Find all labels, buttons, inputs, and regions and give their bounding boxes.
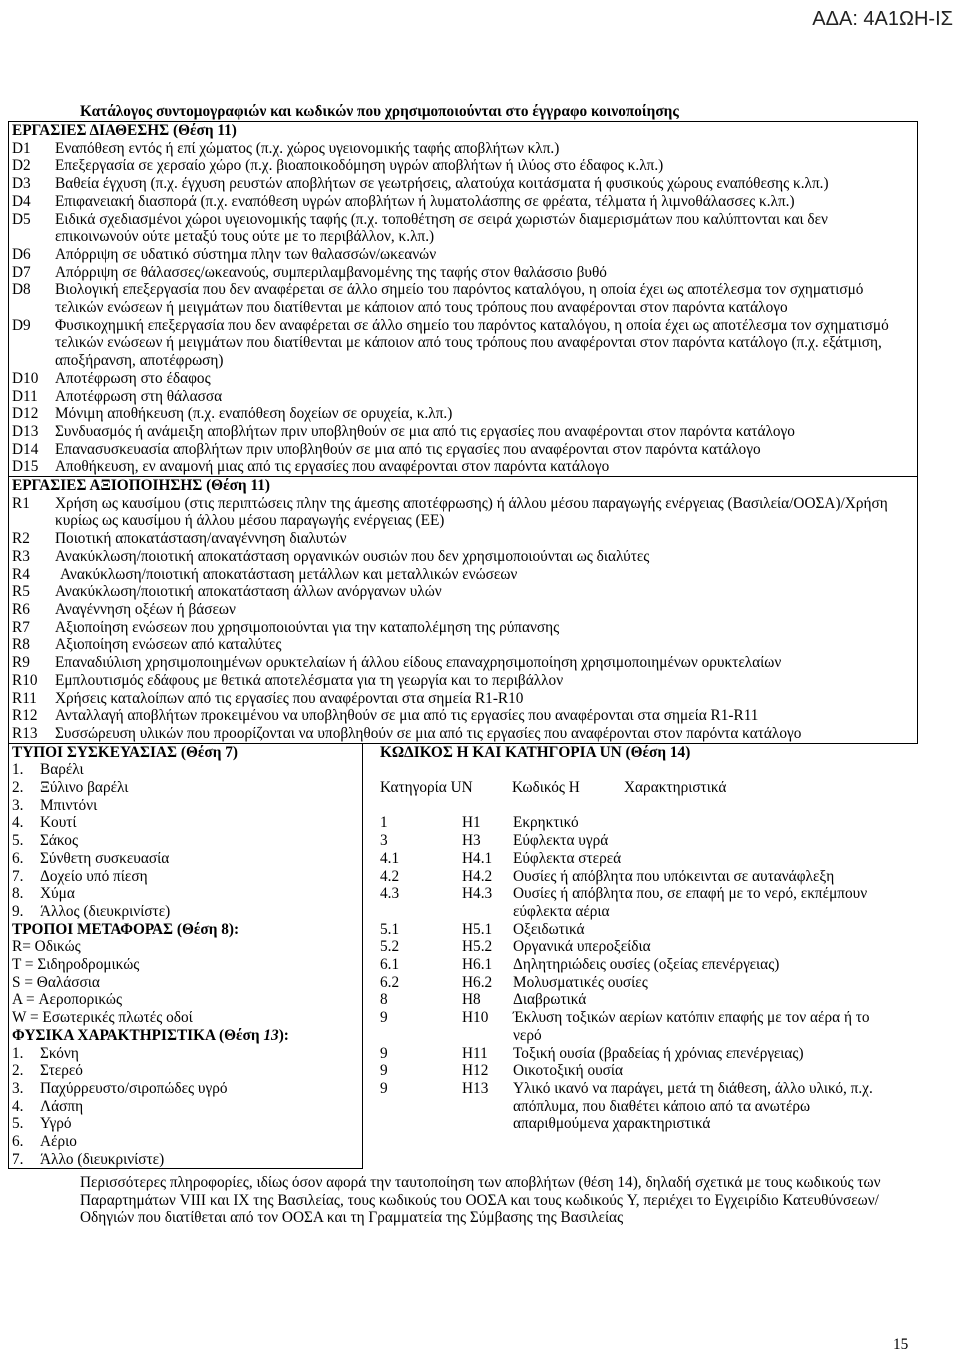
characteristics-cell: Μολυσματικές ουσίες [513,973,648,991]
operation-description: Ειδικά σχεδιασμένοι χώροι υγειονομικής ταφής (π.χ. τοποθέτηση σε σειρά χωριστών διαμερισμάτων που καλύπτονται και δεν επικοινωνούν ούτε μεταξύ τους ούτε με το περιβάλλον, κ.λπ.) [55,210,828,246]
operation-description: Βιολογική επεξεργασία που δεν αναφέρεται σε άλλο σημείο του παρόντος καταλόγου, η οποία έχει ως αποτέλεσμα τον σχηματισμό τελικών ενώσεων ή μειγμάτων που διατίθενται με κάποιον από τους τρόπους που αναφέρονται στον παρόντα κατάλογο [55,281,864,317]
un-category-cell: 9 [380,1062,388,1080]
un-heading: ΚΩΔΙΚΟΣ Η ΚΑΙ ΚΑΤΗΓΟΡΙΑ UN (Θέση 14) [380,743,691,761]
physical-heading-text: ΦΥΣΙΚΑ ΧΑΡΑΚΤΗΡΙΣΤΙΚΑ (Θέση [12,1026,264,1044]
characteristics-cell: Τοξική ουσία (βραδείας ή χρόνιας επενέργειας) [513,1044,804,1062]
h-code-cell: H4.1 [462,849,493,867]
column-header-code: Κωδικός Η [512,779,580,796]
un-category-cell: 6.2 [380,973,400,991]
recovery-row [9,690,917,708]
disposal-row [9,388,917,406]
item-label: Κουτί [40,814,77,832]
table-row [380,921,918,939]
transport-item: W = Εσωτερικές πλωτές οδοί [12,1009,193,1027]
item-number: 5. [12,832,24,850]
characteristics-cell: Οξειδωτικά [513,920,585,938]
un-section [363,744,918,1170]
operation-code: D15 [12,458,39,476]
disposal-heading: ΕΡΓΑΣΙΕΣ ΔΙΑΘΕΣΗΣ (Θέση 11) [12,122,237,139]
recovery-list [9,495,917,743]
operation-description: Ποιοτική αποκατάσταση/αναγέννηση διαλυτών [55,530,347,548]
un-category-cell: 9 [380,1009,388,1027]
h-code-cell: H1 [462,814,481,832]
item-label: Σύνθετη συσκευασία [40,849,170,867]
item-label: Ξύλινο βαρέλι [40,779,129,797]
characteristics-cell: Εκρηκτικό [513,814,579,832]
operation-code: D6 [12,245,31,263]
disposal-row [9,264,917,282]
un-category-cell: 1 [380,814,388,832]
disposal-row [9,140,917,158]
disposal-row [9,405,917,423]
characteristics-cell: Οργανικά υπεροξείδια [513,938,651,956]
table-row [380,956,918,974]
item-label: Αέριο [40,1133,77,1151]
transport-list [9,938,362,1027]
operation-description: Ανταλλαγή αποβλήτων προκειμένου να υποβληθούν σε μια από τις εργασίες που αναφέρονται στα σημεία R1-R11 [55,707,759,725]
item-label: Μπιντόνι [40,796,98,814]
operation-code: D7 [12,263,31,281]
item-label: Χύμα [40,885,75,903]
table-row [380,850,918,868]
item-label: Υγρό [40,1115,72,1133]
operation-description: Επαναδιύλιση χρησιμοποιημένων ορυκτελαίων ή άλλου είδους επαναχρησιμοποίηση χρησιμοποιημένων ορυκτελαίων [55,654,782,672]
recovery-row [9,725,917,743]
operation-code: D14 [12,440,39,458]
un-category-cell: 3 [380,832,388,850]
list-item [9,1151,362,1169]
operation-code: D5 [12,210,31,228]
item-number: 6. [12,1133,24,1151]
item-number: 9. [12,902,24,920]
operation-code: D8 [12,281,31,299]
item-number: 8. [12,885,24,903]
table-row [380,868,918,886]
operation-code: D1 [12,139,31,157]
item-number: 7. [12,867,24,885]
item-number: 4. [12,814,24,832]
transport-item: R= Οδικώς [12,938,81,956]
transport-item: T = Σιδηροδρομικώς [12,956,140,974]
operation-code: R4 [12,565,30,583]
un-category-cell: 5.1 [380,920,400,938]
recovery-row [9,566,917,584]
operation-description: Αποτέφρωση στο έδαφος [55,369,211,387]
list-item [9,797,362,815]
h-code-cell: H6.2 [462,973,493,991]
operation-description: Επεξεργασία σε χερσαίο χώρο (π.χ. βιοαποικοδόμηση υγρών αποβλήτων ή ιλύος στο έδαφος κ.λπ.) [55,157,664,175]
characteristics-cell: Διαβρωτικά [513,991,587,1009]
disposal-section [8,121,918,476]
operation-description: Επιφανειακή διασπορά (π.χ. εναπόθεση υγρών αποβλήτων ή λυματολάσπης σε φρέατα, τέλματα ή λιμνοθάλασσες κ.λπ.) [55,192,795,210]
lower-left-box [8,744,363,1170]
list-item [9,850,362,868]
disposal-row [9,175,917,193]
operation-code: R11 [12,689,37,707]
h-code-cell: H5.2 [462,938,493,956]
un-category-cell: 4.3 [380,885,400,903]
list-item [9,779,362,797]
operation-code: D10 [12,369,39,387]
h-code-cell: H10 [462,1009,489,1027]
physical-heading-suffix: ): [278,1026,289,1044]
list-item [9,1115,362,1133]
list-item [9,903,362,921]
characteristics-cell: Έκλυση τοξικών αερίων κατόπιν επαφής με τον αέρα ή το νερό [513,1009,870,1044]
operation-description: Ανακύκλωση/ποιοτική αποκατάσταση άλλων ανόργανων υλών [55,583,442,601]
item-label: Άλλο (διευκρινίστε) [40,1150,165,1168]
operation-description: Εναπόθεση εντός ή επί χώματος (π.χ. χώρος υγειονομικής ταφής αποβλήτων κλπ.) [55,139,560,157]
document-id: ΑΔΑ: 4Α1ΩΗ-ΙΣ [812,8,953,30]
disposal-row [9,317,917,370]
operation-code: D3 [12,175,31,193]
disposal-row [9,441,917,459]
item-number: 2. [12,779,24,797]
operation-description: Συνδυασμός ή ανάμειξη αποβλήτων πριν υποβληθούν σε μια από τις εργασίες που αναφέρονται στον παρόντα κατάλογο [55,422,795,440]
characteristics-cell: Εύφλεκτα στερεά [513,849,622,867]
operation-code: R2 [12,530,30,548]
physical-list [9,1045,362,1169]
item-label: Δοχείο υπό πίεση [40,867,148,885]
operation-description: Συσσώρευση υλικών που προορίζονται να υποβληθούν σε μια από τις εργασίες που αναφέρονται στον παρόντα κατάλογο [55,724,802,742]
transport-item: S = Θαλάσσια [12,973,100,991]
disposal-list [9,140,917,476]
un-table-header [380,779,918,797]
column-header-category: Κατηγορία UN [380,779,473,796]
recovery-row [9,495,917,530]
operation-code: D9 [12,316,31,334]
disposal-row [9,458,917,476]
table-row [380,1045,918,1063]
disposal-row [9,193,917,211]
un-category-cell: 8 [380,991,388,1009]
characteristics-cell: Ουσίες ή απόβλητα που υπόκεινται σε αυτανάφλεξη [513,867,835,885]
operation-description: Αποθήκευση, εν αναμονή μιας από τις εργασίες που αναφέρονται στον παρόντα κατάλογο [55,458,610,476]
item-number: 4. [12,1097,24,1115]
item-label: Σκόνη [40,1044,79,1062]
page-number: 15 [893,1336,909,1353]
table-row [380,814,918,832]
list-item [9,1062,362,1080]
physical-heading [9,1027,362,1045]
operation-code: D12 [12,405,39,423]
un-category-cell: 5.2 [380,938,400,956]
transport-item: A = Αεροπορικώς [12,991,123,1009]
h-code-cell: H8 [462,991,481,1009]
list-item [9,868,362,886]
h-code-cell: H12 [462,1062,489,1080]
disposal-row [9,423,917,441]
item-label: Βαρέλι [40,761,84,779]
physical-heading-number: 13 [263,1026,279,1044]
disposal-row [9,157,917,175]
item-number: 1. [12,1044,24,1062]
disposal-row [9,211,917,246]
item-number: 2. [12,1062,24,1080]
operation-code: R3 [12,547,30,565]
operation-code: R9 [12,654,30,672]
operation-description: Επανασυσκευασία αποβλήτων πριν υποβληθούν σε μια από τις εργασίες που αναφέρονται στον παρόντα κατάλογο [55,440,761,458]
operation-code: R6 [12,600,30,618]
list-item [9,761,362,779]
recovery-row [9,707,917,725]
table-row [380,1062,918,1080]
item-number: 5. [12,1115,24,1133]
operation-description: Αναγέννηση οξέων ή βάσεων [55,600,236,618]
recovery-section [8,476,918,743]
recovery-row [9,672,917,690]
recovery-heading: ΕΡΓΑΣΙΕΣ ΑΞΙΟΠΟΙΗΣΗΣ (Θέση 11) [12,477,270,495]
column-header-characteristics: Χαρακτηριστικά [624,779,727,796]
operation-description: Αξιοποίηση ενώσεων από καταλύτες [55,636,282,654]
h-code-cell: H11 [462,1044,488,1062]
h-code-cell: H4.2 [462,867,493,885]
operation-code: R7 [12,618,30,636]
item-label: Στερεό [40,1062,83,1080]
operation-description: Ανακύκλωση/ποιοτική αποκατάσταση οργανικών ουσιών που δεν χρησιμοποιούνται ως διαλύτες [55,547,650,565]
h-code-cell: H13 [462,1079,489,1097]
recovery-row [9,619,917,637]
table-row [380,1080,918,1133]
footnote-paragraph: Περισσότερες πληροφορίες, ιδίως όσον αφορά την ταυτοποίηση των αποβλήτων (θέση 14), δηλαδή σχετικά με τους κωδικούς των Παραρτημάτων VIII και IX της Βασιλείας, τους κωδικούς του ΟΟΣΑ και τους κωδικούς Y, περιέχει το Εγχειρίδιο Κατευθύνσεων/Οδηγιών που διατίθεται από τον ΟΟΣΑ και τη Γραμματεία της Σύμβασης της Βασιλείας [80,1174,881,1227]
list-item [9,885,362,903]
item-label: Παχύρρευστο/σιροπώδες υγρό [40,1079,228,1097]
operation-code: D13 [12,422,39,440]
characteristics-cell: Υλικό ικανό να παράγει, μετά τη διάθεση, άλλο υλικό, π.χ. απόπλυμα, που διαθέτει κάποιο από τα ανωτέρω απαριθμούμενα χαρακτηριστικά [513,1079,873,1133]
recovery-row [9,636,917,654]
recovery-row [9,548,917,566]
operation-description: Αξιοποίηση ενώσεων που χρησιμοποιούνται για την καταπολέμηση της ρύπανσης [55,618,560,636]
codes-table [8,121,918,1169]
item-number: 3. [12,1079,24,1097]
operation-description: Χρήσεις καταλοίπων από τις εργασίες που αναφέρονται στα σημεία R1-R10 [55,689,524,707]
characteristics-cell: Εύφλεκτα υγρά [513,832,609,850]
item-number: 1. [12,761,24,779]
operation-description: Αποτέφρωση στη θάλασσα [55,387,223,405]
item-number: 3. [12,796,24,814]
operation-code: D2 [12,157,31,175]
table-row [380,974,918,992]
h-code-cell: H5.1 [462,920,493,938]
operation-code: D11 [12,387,38,405]
operation-description: Χρήση ως καυσίμου (στις περιπτώσεις πλην της άμεσης αποτέφρωσης) ή άλλου μέσου παραγωγής ενέργειας (Βασιλεία/ΟΟΣΑ)/Χρήση κυρίως ως καυσίμου ή άλλου μέσου παραγωγής ενέργειας (ΕΕ) [55,494,888,530]
item-number: 7. [12,1150,24,1168]
list-item [9,814,362,832]
operation-description: Μόνιμη αποθήκευση (π.χ. εναπόθεση δοχείων σε ορυχεία, κ.λπ.) [55,405,453,423]
disposal-row [9,370,917,388]
recovery-row [9,530,917,548]
list-item [9,1045,362,1063]
page-title: Κατάλογος συντομογραφιών και κωδικών που χρησιμοποιούνται στο έγγραφο κοινοποίησης [80,103,679,120]
un-category-cell: 9 [380,1079,388,1097]
un-category-cell: 9 [380,1044,388,1062]
characteristics-cell: Οικοτοξική ουσία [513,1062,624,1080]
item-label: Σάκος [40,832,78,850]
table-row [380,1009,918,1044]
h-code-cell: H4.3 [462,885,493,903]
recovery-row [9,583,917,601]
operation-description: Φυσικοχημική επεξεργασία που δεν αναφέρεται σε άλλο σημείο του παρόντος καταλόγου, η οποία έχει ως αποτέλεσμα τον σχηματισμό τελικών ενώσεων ή μειγμάτων που διατίθενται με κάποιον από τους τρόπους που αναφέρονται στον παρόντα κατάλογο (π.χ. εξάτμιση, αποξήρανση, αποτέφρωση) [55,316,889,370]
operation-code: R5 [12,583,30,601]
operation-code: R10 [12,671,38,689]
list-item [9,1080,362,1098]
characteristics-cell: Ουσίες ή απόβλητα που, σε επαφή με το νερό, εκπέμπουν εύφλεκτα αέρια [513,885,868,920]
operation-code: R13 [12,724,38,742]
operation-description: Εμπλουτισμός εδάφους με θετικά αποτελέσματα για τη γεωργία και το περιβάλλον [55,671,564,689]
packaging-heading: ΤΥΠΟΙ ΣΥΣΚΕΥΑΣΙΑΣ (Θέση 7) [12,743,238,761]
table-row [380,991,918,1009]
lower-section [8,743,918,1170]
table-row [380,832,918,850]
item-label: Λάσπη [40,1097,84,1115]
un-category-cell: 4.1 [380,849,400,867]
disposal-row [9,246,917,264]
un-category-cell: 6.1 [380,956,400,974]
operation-description: Βαθεία έγχυση (π.χ. έγχυση ρευστών αποβλήτων σε γεωτρήσεις, αλατούχα κοιτάσματα ή φυσικούς χώρους εναπόθεσης κ.λπ.) [55,175,829,193]
recovery-row [9,601,917,619]
characteristics-cell: Δηλητηριώδεις ουσίες (οξείας επενέργειας) [513,956,780,974]
h-code-cell: H6.1 [462,956,493,974]
operation-description: Ανακύκλωση/ποιοτική αποκατάσταση μετάλλων και μεταλλικών ενώσεων [60,565,518,583]
transport-heading: ΤΡΟΠΟΙ ΜΕΤΑΦΟΡΑΣ (Θέση 8): [12,920,240,938]
operation-code: R8 [12,636,30,654]
disposal-row [9,281,917,316]
list-item [9,832,362,850]
list-item [9,1098,362,1116]
operation-code: R12 [12,707,38,725]
recovery-row [9,654,917,672]
un-category-cell: 4.2 [380,867,400,885]
un-table-body [380,814,918,1133]
operation-description: Απόρριψη σε θάλασσες/ωκεανούς, συμπεριλαμβανομένης της ταφής στον θαλάσσιο βυθό [55,263,607,281]
packaging-list [9,761,362,920]
operation-code: D4 [12,192,31,210]
table-row [380,885,918,920]
operation-description: Απόρριψη σε υδατικό σύστημα πλην των θαλασσών/ωκεανών [55,245,437,263]
operation-code: R1 [12,494,30,512]
h-code-cell: H3 [462,832,481,850]
table-row [380,938,918,956]
item-label: Άλλος (διευκρινίστε) [40,902,171,920]
item-number: 6. [12,849,24,867]
list-item [9,1133,362,1151]
